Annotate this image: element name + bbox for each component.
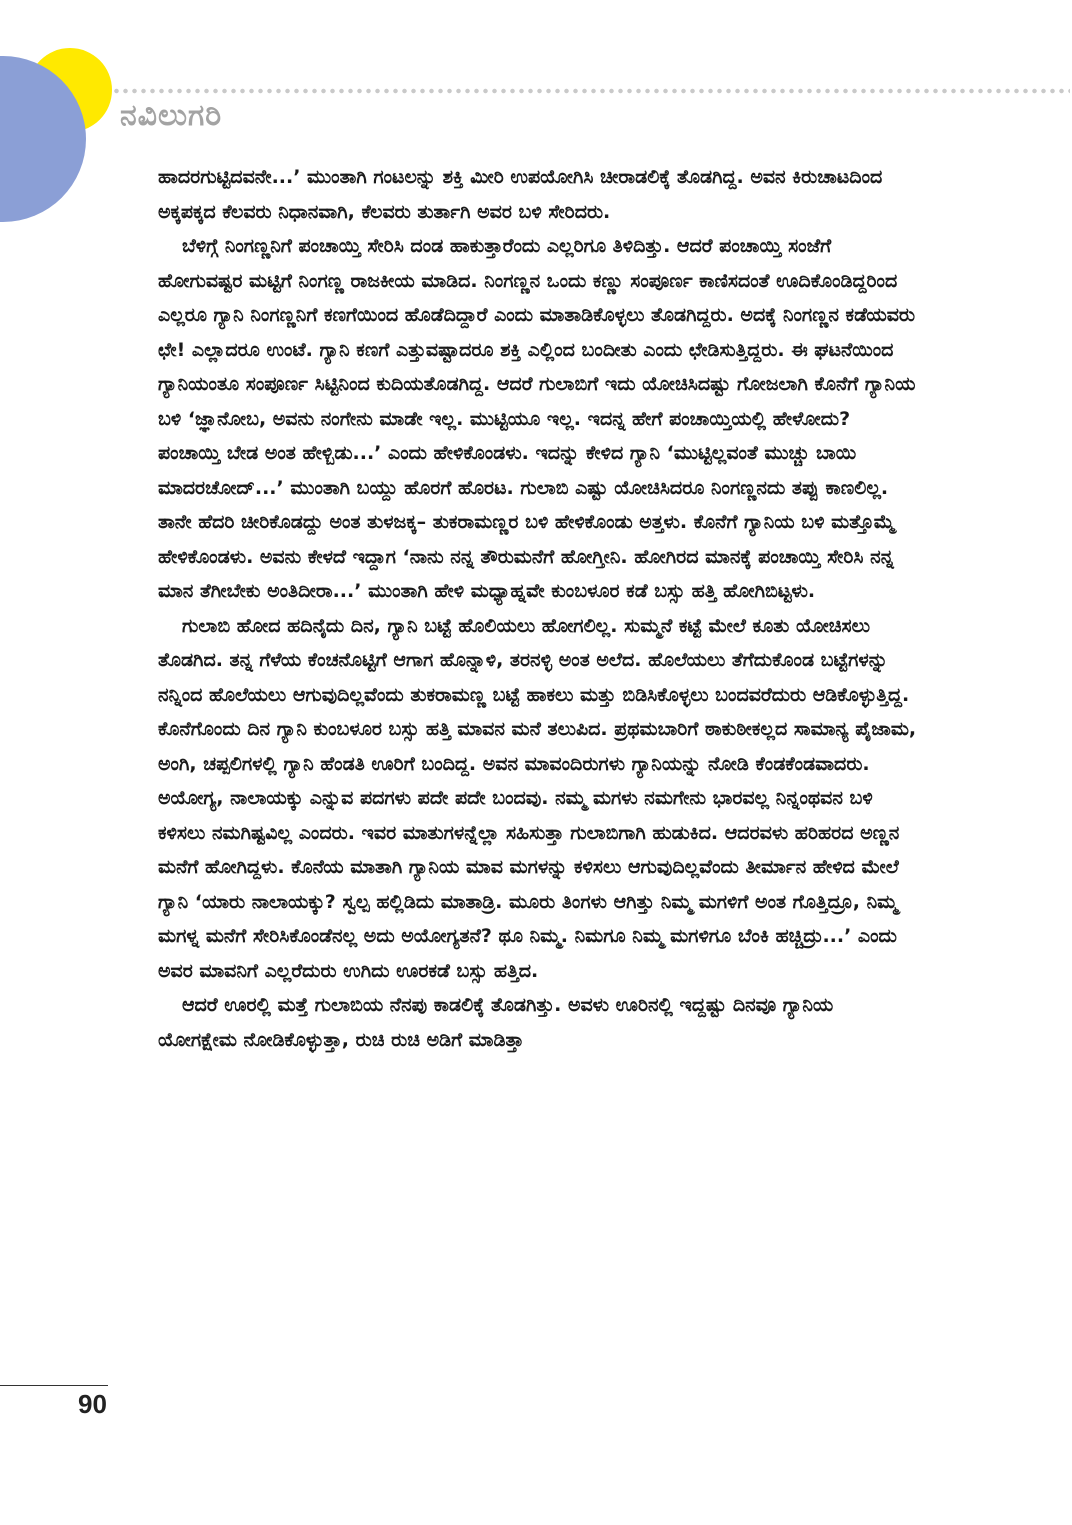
footer-rule (0, 1385, 108, 1386)
page-number: 90 (78, 1389, 107, 1419)
dotted-header-rule (112, 88, 1070, 94)
paragraph: ಆದರೆ ಊರಲ್ಲಿ ಮತ್ತೆ ಗುಲಾಬಿಯ ನೆನಪು ಕಾಡಲಿಕ್ಕೆ ತೊಡಗಿತ್ತು. ಅವಳು ಊರಿನಲ್ಲಿ ಇದ್ದಷ್ಟು ದಿನವೂ ಗ್ಯಾನಿಯ ಯೋಗಕ್ಷೇಮ ನೋಡಿಕೊಳ್ಳುತ್ತಾ, ರುಚಿ ರುಚಿ ಅಡಿಗೆ ಮಾಡಿತ್ತಾ (158, 994, 834, 1051)
running-header-title: ನವಿಲುಗರಿ (120, 98, 223, 133)
body-text (158, 160, 918, 1057)
paragraph: ಗುಲಾಬಿ ಹೋದ ಹದಿನೈದು ದಿನ, ಗ್ಯಾನಿ ಬಟ್ಟೆ ಹೊಲಿಯಲು ಹೋಗಲಿಲ್ಲ. ಸುಮ್ಮನೆ ಕಟ್ಟೆ ಮೇಲೆ ಕೂತು ಯೋಚಿಸಲು ತೊಡಗಿದ. ತನ್ನ ಗೆಳೆಯ ಕೆಂಚನೊಟ್ಟಿಗೆ ಆಗಾಗ ಹೊನ್ನಾಳಿ, ತರನಳ್ಳಿ ಅಂತ ಅಲೆದ. ಹೊಲೆಯಲು ತೆಗೆದುಕೊಂಡ ಬಟ್ಟೆಗಳನ್ನು ನನ್ನಿಂದ ಹೊಲೆಯಲು ಆಗುವುದಿಲ್ಲವೆಂದು ತುಕರಾಮಣ್ಣ ಬಟ್ಟೆ ಹಾಕಲು ಮತ್ತು ಬಿಡಿಸಿಕೊಳ್ಳಲು ಬಂದವರೆದುರು ಆಡಿಕೊಳ್ಳುತ್ತಿದ್ದ. ಕೊನೆಗೊಂದು ದಿನ ಗ್ಯಾನಿ ಕುಂಬಳೂರ ಬಸ್ಸು ಹತ್ತಿ ಮಾವನ ಮನೆ ತಲುಪಿದ. ಪ್ರಥಮಬಾರಿಗೆ ಠಾಕುಠೀಕಲ್ಲದ ಸಾಮಾನ್ಯ ಪೈಜಾಮ, ಅಂಗಿ, ಚಪ್ಪಲಿಗಳಲ್ಲಿ ಗ್ಯಾನಿ ಹೆಂಡತಿ ಊರಿಗೆ ಬಂದಿದ್ದ. ಅವನ ಮಾವಂದಿರುಗಳು ಗ್ಯಾನಿಯನ್ನು ನೋಡಿ ಕೆಂಡಕೆಂಡವಾದರು. ಅಯೋಗ್ಯ, ನಾಲಾಯಕ್ಕು ಎನ್ನುವ ಪದಗಳು ಪದೇ ಪದೇ ಬಂದವು. ನಮ್ಮ ಮಗಳು ನಮಗೇನು ಭಾರವಲ್ಲ ನಿನ್ನಂಥವನ ಬಳಿ ಕಳಿಸಲು ನಮಗಿಷ್ಟವಿಲ್ಲ ಎಂದರು. ಇವರ ಮಾತುಗಳನ್ನೆಲ್ಲಾ ಸಹಿಸುತ್ತಾ ಗುಲಾಬಿಗಾಗಿ ಹುಡುಕಿದ. ಆದರವಳು ಹರಿಹರದ ಅಣ್ಣನ ಮನೆಗೆ ಹೋಗಿದ್ದಳು. ಕೊನೆಯ ಮಾತಾಗಿ ಗ್ಯಾನಿಯ ಮಾವ ಮಗಳನ್ನು ಕಳಿಸಲು ಆಗುವುದಿಲ್ಲವೆಂದು ತೀರ್ಮಾನ ಹೇಳಿದ ಮೇಲೆ ಗ್ಯಾನಿ ‘ಯಾರು ನಾಲಾಯಕ್ಕು? ಸ್ವಲ್ಪ ಹಲ್ಲಿಡಿದು ಮಾತಾಡ್ರಿ. ಮೂರು ತಿಂಗಳು ಆಗಿತ್ತು ನಿಮ್ಮ ಮಗಳಿಗೆ ಅಂತ ಗೊತ್ತಿದ್ರೂ, ನಿಮ್ಮ ಮಗಳ್ನ ಮನೆಗೆ ಸೇರಿಸಿಕೊಂಡೆನಲ್ಲ ಅದು ಅಯೋಗ್ಯತನೆ? ಥೂ ನಿಮ್ಮ. ನಿಮಗೂ ನಿಮ್ಮ ಮಗಳಿಗೂ ಬೆಂಕಿ ಹಚ್ಚಿದ್ರು...’ ಎಂದು ಅವರ ಮಾವನಿಗೆ ಎಲ್ಲರೆದುರು ಉಗಿದು ಊರಕಡೆ ಬಸ್ಸು ಹತ್ತಿದ. (158, 614, 917, 982)
paragraph: ಹಾದರಗುಟ್ಟಿದವನೇ...’ ಮುಂತಾಗಿ ಗಂಟಲನ್ನು ಶಕ್ತಿ ಮೀರಿ ಉಪಯೋಗಿಸಿ ಚೀರಾಡಲಿಕ್ಕೆ ತೊಡಗಿದ್ದ. ಅವನ ಕಿರುಚಾಟದಿಂದ ಅಕ್ಕಪಕ್ಕದ ಕೆಲವರು ನಿಧಾನವಾಗಿ, ಕೆಲವರು ತುರ್ತಾಗಿ ಅವರ ಬಳಿ ಸೇರಿದರು. (158, 166, 883, 223)
paragraph: ಬೆಳಿಗ್ಗೆ ನಿಂಗಣ್ಣನಿಗೆ ಪಂಚಾಯ್ತಿ ಸೇರಿಸಿ ದಂಡ ಹಾಕುತ್ತಾರೆಂದು ಎಲ್ಲರಿಗೂ ತಿಳಿದಿತ್ತು. ಆದರೆ ಪಂಚಾಯ್ತಿ ಸಂಜೆಗೆ ಹೋಗುವಷ್ಟರ ಮಟ್ಟಿಗೆ ನಿಂಗಣ್ಣ ರಾಜಕೀಯ ಮಾಡಿದ. ನಿಂಗಣ್ಣನ ಒಂದು ಕಣ್ಣು ಸಂಪೂರ್ಣ ಕಾಣಿಸದಂತೆ ಊದಿಕೊಂಡಿದ್ದರಿಂದ ಎಲ್ಲರೂ ಗ್ಯಾನಿ ನಿಂಗಣ್ಣನಿಗೆ ಕಣಗೆಯಿಂದ ಹೊಡೆದಿದ್ದಾರೆ ಎಂದು ಮಾತಾಡಿಕೊಳ್ಳಲು ತೊಡಗಿದ್ದರು. ಅದಕ್ಕೆ ನಿಂಗಣ್ಣನ ಕಡೆಯವರು ಛೇ! ಎಲ್ಲಾದರೂ ಉಂಟೆ. ಗ್ಯಾನಿ ಕಣಗೆ ಎತ್ತುವಷ್ಟಾದರೂ ಶಕ್ತಿ ಎಲ್ಲಿಂದ ಬಂದೀತು ಎಂದು ಛೇಡಿಸುತ್ತಿದ್ದರು. ಈ ಘಟನೆಯಿಂದ ಗ್ಯಾನಿಯಂತೂ ಸಂಪೂರ್ಣ ಸಿಟ್ಟಿನಿಂದ ಕುದಿಯತೊಡಗಿದ್ದ. ಆದರೆ ಗುಲಾಬಿಗೆ ಇದು ಯೋಚಿಸಿದಷ್ಟು ಗೋಜಲಾಗಿ ಕೊನೆಗೆ ಗ್ಯಾನಿಯ ಬಳಿ ‘ಜ್ಞಾನೋಬ, ಅವನು ನಂಗೇನು ಮಾಡೇ ಇಲ್ಲ. ಮುಟ್ಟಿಯೂ ಇಲ್ಲ. ಇದನ್ನ ಹೇಗೆ ಪಂಚಾಯ್ತಿಯಲ್ಲಿ ಹೇಳೋದು? ಪಂಚಾಯ್ತಿ ಬೇಡ ಅಂತ ಹೇಳ್ಬಿಡು...’ ಎಂದು ಹೇಳಿಕೊಂಡಳು. ಇದನ್ನು ಕೇಳಿದ ಗ್ಯಾನಿ ‘ಮುಟ್ಟಿಲ್ಲವಂತೆ ಮುಚ್ಚು ಬಾಯಿ ಮಾದರಚೋದ್...’ ಮುಂತಾಗಿ ಬಯ್ದು ಹೊರಗೆ ಹೊರಟ. ಗುಲಾಬಿ ಎಷ್ಟು ಯೋಚಿಸಿದರೂ ನಿಂಗಣ್ಣನದು ತಪ್ಪು ಕಾಣಲಿಲ್ಲ. ತಾನೇ ಹೆದರಿ ಚೀರಿಕೊಡದ್ದು ಅಂತ ತುಳಜಕ್ಕ– ತುಕರಾಮಣ್ಣರ ಬಳಿ ಹೇಳಿಕೊಂಡು ಅತ್ತಳು. ಕೊನೆಗೆ ಗ್ಯಾನಿಯ ಬಳಿ ಮತ್ತೊಮ್ಮೆ ಹೇಳಿಕೊಂಡಳು. ಅವನು ಕೇಳದೆ ಇದ್ದಾಗ ‘ನಾನು ನನ್ನ ತೌರುಮನೆಗೆ ಹೋಗ್ತೀನಿ. ಹೋಗಿರದ ಮಾನಕ್ಕೆ ಪಂಚಾಯ್ತಿ ಸೇರಿಸಿ ನನ್ನ ಮಾನ ತೆಗೀಬೇಕು ಅಂತಿದೀರಾ...’ ಮುಂತಾಗಿ ಹೇಳಿ ಮಧ್ಯಾಹ್ನವೇ ಕುಂಬಳೂರ ಕಡೆ ಬಸ್ಸು ಹತ್ತಿ ಹೋಗಿಬಿಟ್ಟಳು. (158, 235, 916, 602)
